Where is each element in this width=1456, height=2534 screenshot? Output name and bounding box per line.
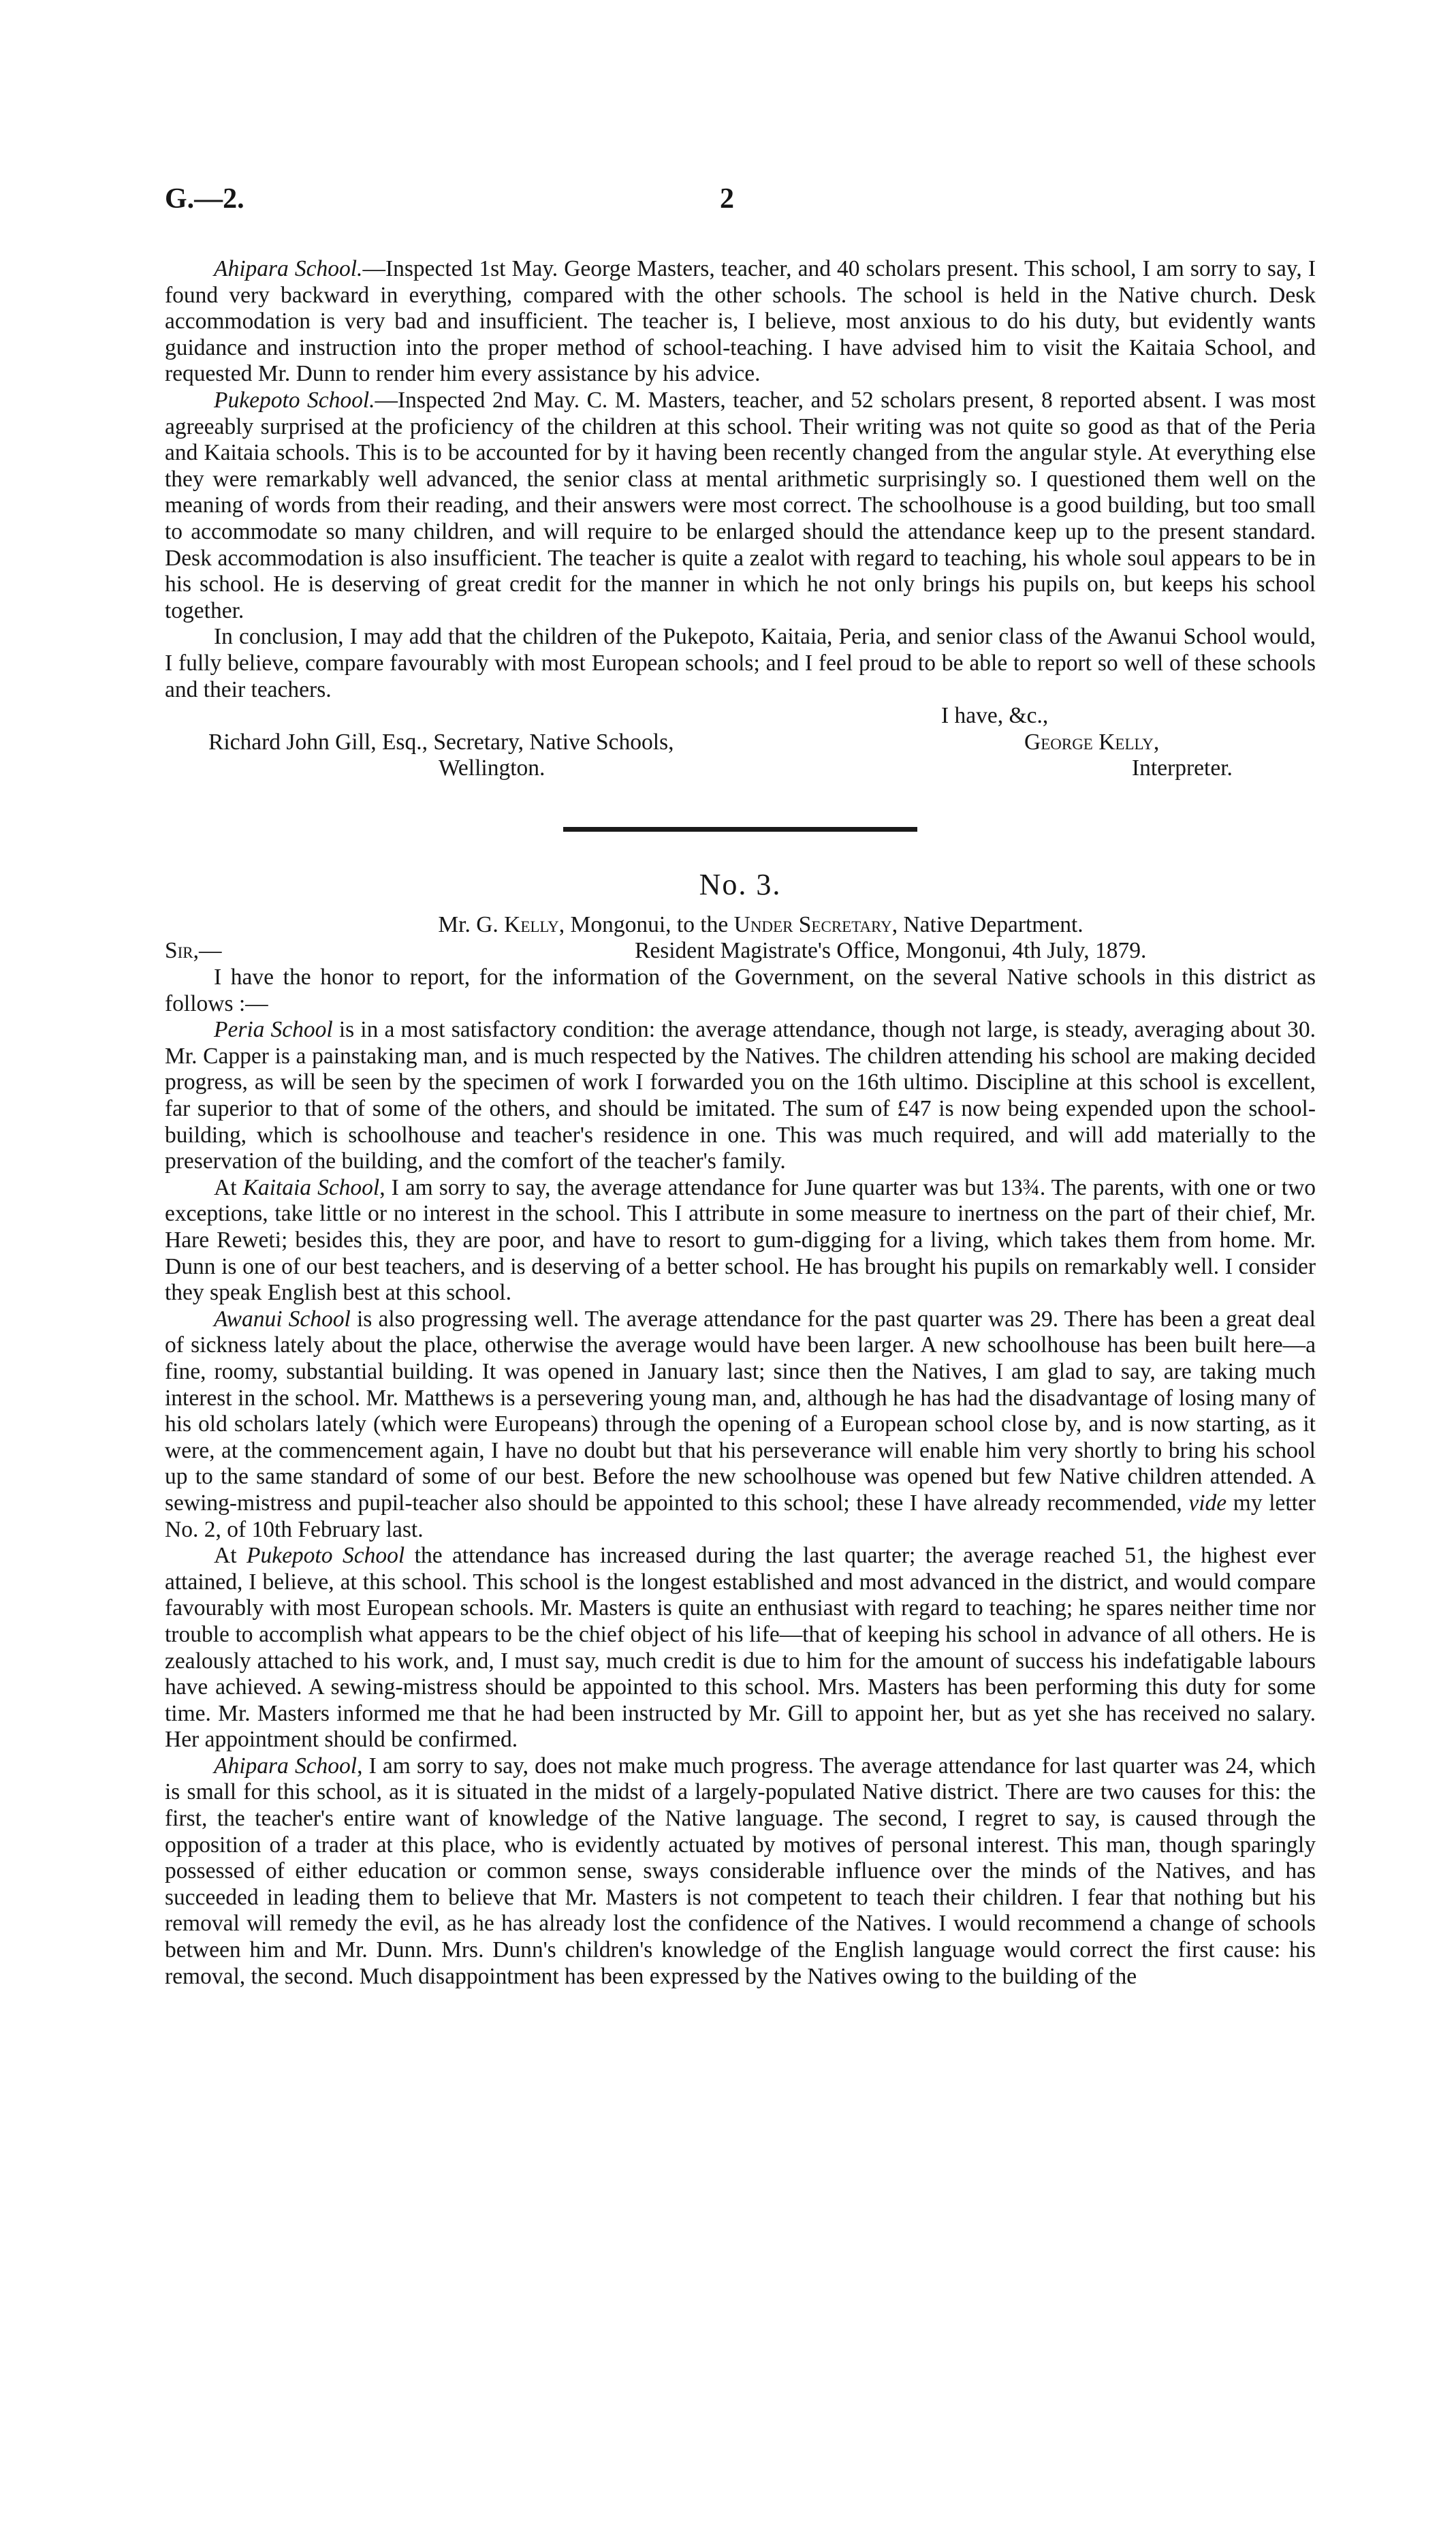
intro-paragraph: I have the honor to report, for the information of the Government, on the several Native schools in this district as follows :— [165,965,1316,1016]
school-name: Awanui School [214,1306,351,1332]
section-divider [563,827,917,832]
heading-part: , Mongonui, to the [558,911,734,937]
school-name: Pukepoto School. [214,387,375,413]
document-body [165,256,1316,1990]
closing-text: I have, &c., [941,703,1049,729]
document-number: No. 3. [699,867,782,901]
awanui-paragraph [165,1307,1316,1543]
signer-role: Interpreter. [1132,755,1233,781]
heading-part: Mr. G. [438,911,505,937]
school-name: Peria School [214,1017,333,1043]
ahipara-paragraph-1 [165,256,1316,388]
page-header [165,183,1316,230]
ahipara-paragraph-2 [165,1753,1316,1990]
peria-paragraph [165,1017,1316,1175]
paragraph-text: is in a most satisfactory condition: the average attendance, though not large, is steady, averaging about 30. Mr. Capper is a painstaking man, and is much respected by the Natives. The children attending his school are making decided progress, as will be seen by the specimen of work I forwarded you on the 16th ultimo. Discipline at this school is excellent, far superior to that of some of the others, and should be imitated. The sum of £47 is now being expended upon the school-building, which is schoolhouse and teacher's residence in one. This was much required, and will add materially to the preservation of the building, and the comfort of the teacher's family. [165,1017,1316,1174]
paragraph-text: the attendance has increased during the last quarter; the average reached 51, the highest ever attained, I believe, at this school. This school is the longest established and most advanced in the district, and would compare favourably with most European schools. Mr. Masters is quite an enthusiast with regard to teaching; he spares neither time nor trouble to accomplish what appears to be the chief object of his life—that of keeping his school in advance of all others. He is zealously attached to his work, and, I must say, much credit is due to him for the amount of success his indefatigable labours have achieved. A sewing-mistress should be appointed to this school. Mrs. Masters has been performing this duty for some time. Mr. Masters informed me that he had been instructed by Mr. Gill to appoint her, but as yet she has received no salary. Her appointment should be confirmed. [165,1543,1316,1753]
heading-part: , Native Department. [891,911,1083,937]
paragraph-text: , I am sorry to say, the average attendance for June quarter was but 13¾. The parents, with one or two exceptions, take little or no interest in the school. This I attribute in some measure to inertness on the part of their chief, Mr. Hare Reweti; besides this, they are poor, and have to resort to gum-digging for a living, which takes them from home. Mr. Dunn is one of our best teachers, and is deserving of a better school. He has brought his pupils on remarkably well. I consider they speak English best at this school. [165,1174,1316,1306]
paragraph-text: —Inspected 1st May. George Masters, teacher, and 40 scholars present. This school, I am sorry to say, I found very backward in everything, compared with the other schools. The school is held in the Native church. Desk accommodation is very bad and insufficient. The teacher is, I believe, most anxious to do his duty, but evidently wants guidance and instruction into the proper method of school-teaching. I have advised him to visit the Kaitaia School, and requested Mr. Dunn to render him every assistance by his advice. [165,256,1316,387]
sender-name: Kelly [504,911,559,937]
pukepoto-paragraph-2 [165,1543,1316,1753]
school-name: Ahipara School. [214,256,363,281]
school-name: Ahipara School [214,1753,358,1779]
paragraph-text: At [214,1174,243,1200]
paragraph-text: is also progressing well. The average attendance for the past quarter was 29. There has been a great deal of sickness lately about the place, otherwise the average would have been larger. A new schoolhouse has been built here—a fine, roomy, substantial building. It was opened in January last; since then the Natives, I am glad to say, are taking much interest in the school. Mr. Matthews is a persevering young man, and, although he has had the disadvantage of losing many of his old scholars lately (which were Europeans) through the opening of a European school close by, and is now starting, as it were, at the commencement again, I have no doubt but that his perseverance will enable him very shortly to bring his school up to the same standard of some of our best. Before the new schoolhouse was opened but few Native children attended. A sewing-mistress and pupil-teacher also should be appointed to this school; these I have already recommended, [165,1306,1316,1516]
school-name: Kaitaia School [242,1174,380,1200]
paragraph-text: , I am sorry to say, does not make much progress. The average attendance for last quarter was 24, which is small for this school, as it is situated in the midst of a largely-populated Native district. There are two causes for this: the first, the teacher's entire want of knowledge of the Native language. The second, I regret to say, is caused through the opposition of a trader at this place, who is evidently actuated by motives of personal interest. This man, though sparingly possessed of either education or common sense, sways considerable influence over the minds of the Natives, and has succeeded in leading them to believe that Mr. Masters is not competent to teach their children. I fear that nothing but his removal will remedy the evil, as he has already lost the confidence of the Natives. I would recommend a change of schools between him and Mr. Dunn. Mrs. Dunn's children's knowledge of the English language would correct the first cause: his removal, the second. Much disappointment has been expressed by the Natives owing to the building of the [165,1753,1316,1989]
closing-row [165,703,1316,730]
recipient-title: Under Secretary [733,911,892,937]
place-row [165,755,1316,782]
signer-name: George Kelly, [1024,729,1160,755]
conclusion-paragraph: In conclusion, I may add that the children of the Pukepoto, Kaitaia, Peria, and senior class of the Awanui School would, I fully believe, compare favourably with most European schools; and I feel proud to be able to report so well of these schools and their teachers. [165,624,1316,702]
salutation: Sir,— [165,938,222,964]
paragraph-text: —Inspected 2nd May. C. M. Masters, teacher, and 52 scholars present, 8 reported absent. I was most agreeably surprised at the proficiency of the children at this school. Their writing was not quite so good as that of the Peria and Kaitaia schools. This is to be accounted for by it having been recently changed from the angular style. At everything else they were remarkably well advanced, the senior class at mental arithmetic surprisingly so. I questioned them well on the meaning of words from their reading, and their answers were most correct. The schoolhouse is a good building, but too small to accommodate so many children, and will require to be enlarged should the attendance keep up to the present standard. Desk accommodation is also insufficient. The teacher is quite a zealot with regard to teaching, his whole soul appears to be in his school. He is deserving of great credit for the manner in which he not only brings his pupils on, but keeps his school together. [165,387,1316,623]
pukepoto-paragraph-1 [165,388,1316,624]
school-name: Pukepoto School [246,1543,405,1569]
kaitaia-paragraph [165,1175,1316,1307]
paragraph-text: At [214,1543,247,1569]
addressee: Richard John Gill, Esq., Secretary, Native Schools, [208,729,674,755]
document-code: G.—2. [165,183,244,215]
salutation-row [165,938,1316,965]
paragraph-text: my letter No. 2, of 10th February last. [165,1490,1316,1542]
page-number: 2 [720,183,734,215]
addressee-row [165,730,1316,756]
dateline: Resident Magistrate's Office, Mongonui, 4th July, 1879. [635,938,1147,964]
vide-word: vide [1188,1490,1227,1516]
letter-heading [165,912,1316,939]
addressee-place: Wellington. [439,755,545,781]
